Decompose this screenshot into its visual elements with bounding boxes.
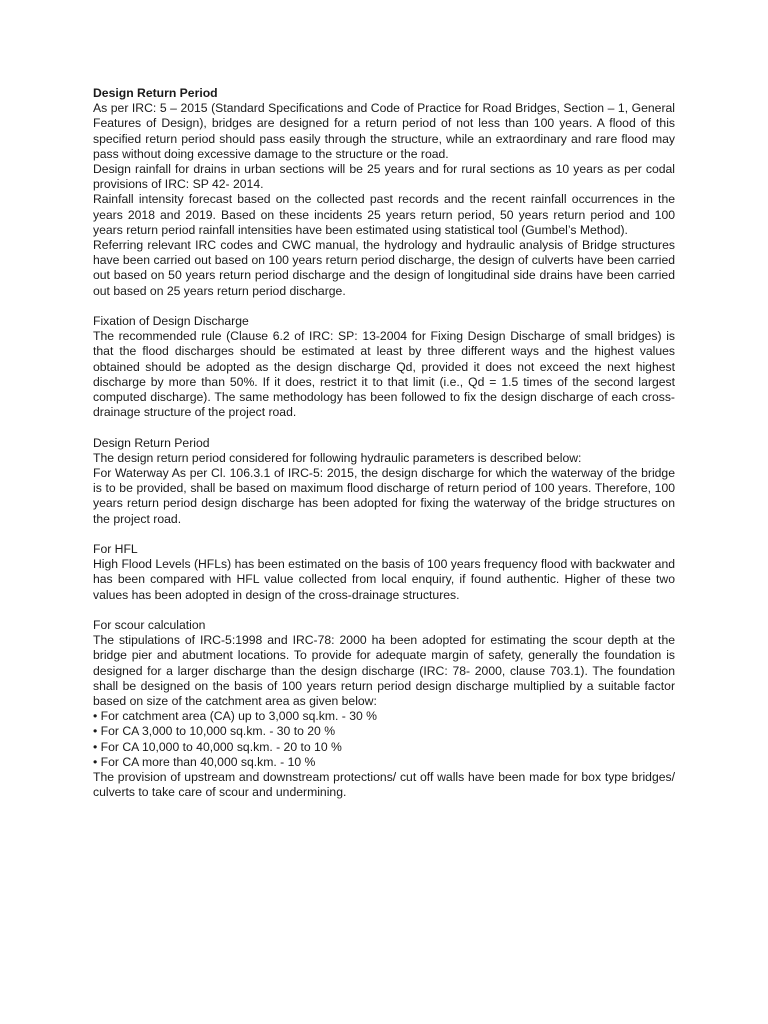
spacer — [93, 527, 675, 542]
paragraph: Design rainfall for drains in urban sections will be 25 years and for rural sections as 10 years as per codal provisions of IRC: SP 42- 2014. — [93, 162, 675, 192]
section-for-scour-calculation — [93, 618, 675, 800]
list-item: • For CA more than 40,000 sq.km. - 10 % — [93, 754, 316, 769]
section-design-return-period — [93, 86, 675, 299]
paragraph: The design return period considered for following hydraulic parameters is described below: — [93, 450, 582, 465]
paragraph: Rainfall intensity forecast based on the collected past records and the recent rainfall occurrences in the years 2018 and 2019. Based on these incidents 25 years return period, 50 years return period and 100 years return period rainfall intensities have been estimated using statistical tool (Gumbel’s Method). — [93, 192, 675, 237]
list-item: • For CA 3,000 to 10,000 sq.km. - 30 to 20 % — [93, 724, 336, 739]
spacer — [93, 603, 675, 618]
section-heading: For HFL — [93, 542, 138, 557]
section-heading: Design Return Period — [93, 86, 218, 100]
paragraph: High Flood Levels (HFLs) has been estimated on the basis of 100 years frequency flood with backwater and has been compared with HFL value collected from local enquiry, if found authentic. Higher of these two values has been adopted in design of the cross-drainage structures. — [93, 557, 675, 602]
list-item: • For CA 10,000 to 40,000 sq.km. - 20 to 10 % — [93, 739, 342, 754]
spacer — [93, 299, 675, 314]
catchment-factor-list — [93, 709, 675, 770]
spacer — [93, 420, 675, 435]
section-heading: Design Return Period — [93, 435, 210, 450]
list-item: • For catchment area (CA) up to 3,000 sq.km. - 30 % — [93, 709, 378, 724]
section-fixation-of-design-discharge — [93, 314, 675, 420]
paragraph: For Waterway As per Cl. 106.3.1 of IRC-5: 2015, the design discharge for which the waterway of the bridge is to be provided, shall be based on maximum flood discharge of return period of 100 years. Therefore, 100 years return period design discharge has been adopted for fixing the waterway of the bridge structures on the project road. — [93, 466, 675, 526]
section-heading: For scour calculation — [93, 618, 206, 633]
paragraph: As per IRC: 5 – 2015 (Standard Specifications and Code of Practice for Road Bridges, Section – 1, General Features of Design), bridges are designed for a return period of not less than 100 years. A flood of this specified return period should pass easily through the structure, while an extraordinary and rare flood may pass without doing excessive damage to the structure or the road. — [93, 101, 675, 161]
section-heading: Fixation of Design Discharge — [93, 314, 249, 329]
section-design-return-period-2 — [93, 436, 675, 527]
paragraph: The provision of upstream and downstream protections/ cut off walls have been made for box type bridges/ culverts to take care of scour and undermining. — [93, 770, 675, 800]
section-for-hfl — [93, 542, 675, 603]
document-page — [93, 86, 675, 800]
paragraph: The recommended rule (Clause 6.2 of IRC: SP: 13-2004 for Fixing Design Discharge of small bridges) is that the flood discharges should be estimated at least by three different ways and the highest values obtained should be adopted as the design discharge Qd, provided it does not exceed the next highest discharge by more than 50%. If it does, restrict it to that limit (i.e., Qd = 1.5 times of the second largest computed discharge). The same methodology has been followed to fix the design discharge of each cross-drainage structure of the project road. — [93, 329, 675, 420]
paragraph: Referring relevant IRC codes and CWC manual, the hydrology and hydraulic analysis of Bridge structures have been carried out based on 100 years return period discharge, the design of culverts have been carried out based on 50 years return period discharge and the design of longitudinal side drains have been carried out based on 25 years return period discharge. — [93, 238, 675, 298]
paragraph: The stipulations of IRC-5:1998 and IRC-78: 2000 ha been adopted for estimating the scour depth at the bridge pier and abutment locations. To provide for adequate margin of safety, generally the foundation is designed for a larger discharge than the design discharge (IRC: 78- 2000, clause 703.1). The foundation shall be designed on the basis of 100 years return period design discharge multiplied by a suitable factor based on size of the catchment area as given below: — [93, 633, 675, 709]
